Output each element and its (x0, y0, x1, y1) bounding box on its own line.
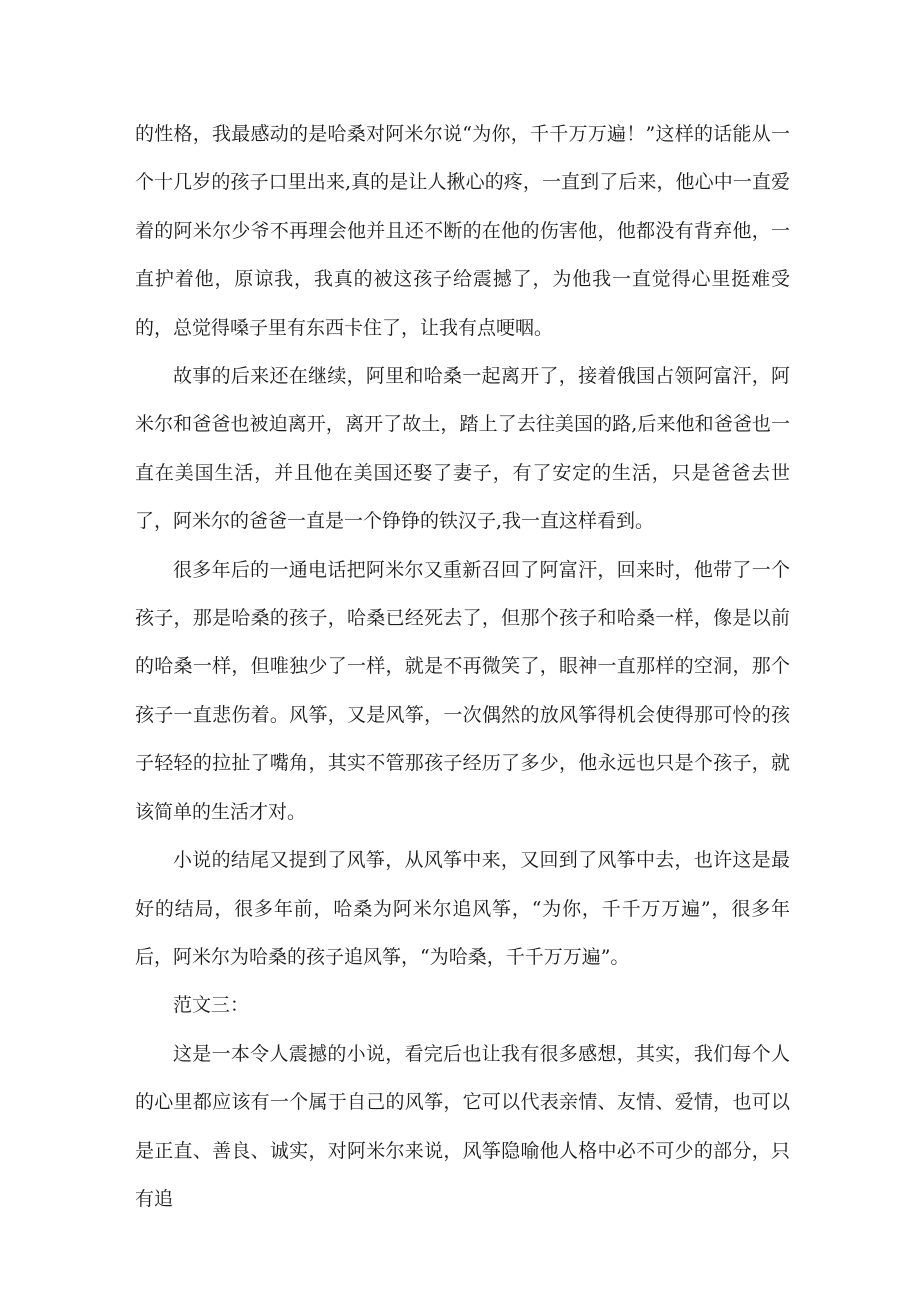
document-body (135, 110, 790, 1223)
paragraph-3: 很多年后的一通电话把阿米尔又重新召回了阿富汗，回来时，他带了一个孩子，那是哈桑的孩子，哈桑已经死去了，但那个孩子和哈桑一样，像是以前的哈桑一样，但唯独少了一样，就是不再微笑了，眼神一直那样的空洞，那个孩子一直悲伤着。风筝，又是风筝，一次偶然的放风筝得机会使得那可怜的孩子轻轻的拉扯了嘴角，其实不管那孩子经历了多少，他永远也只是个孩子，就该简单的生活才对。 (135, 558, 790, 823)
paragraph-2: 故事的后来还在继续，阿里和哈桑一起离开了，接着俄国占领阿富汗，阿米尔和爸爸也被迫离开，离开了故土，踏上了去往美国的路,后来他和爸爸也一直在美国生活，并且他在美国还娶了妻子，有了安定的生活，只是爸爸去世了，阿米尔的爸爸一直是一个铮铮的铁汉子,我一直这样看到。 (135, 365, 790, 533)
section-heading-fanwen-3: 范文三： (173, 994, 250, 1017)
paragraph-4: 小说的结尾又提到了风筝，从风筝中来，又回到了风筝中去，也许这是最好的结局，很多年前，哈桑为阿米尔追风筝，“为你，千千万万遍”，很多年后，阿米尔为哈桑的孩子追风筝，“为哈桑，千千万万遍”。 (135, 849, 790, 968)
paragraph-1: 的性格，我最感动的是哈桑对阿米尔说“为你，千千万万遍！”这样的话能从一个十几岁的孩子口里出来,真的是让人揪心的疼，一直到了后来，他心中一直爱着的阿米尔少爷不再理会他并且还不断的在他的伤害他，他都没有背弃他，一直护着他，原谅我，我真的被这孩子给震撼了，为他我一直觉得心里挺难受的，总觉得嗓子里有东西卡住了，让我有点哽咽。 (135, 123, 790, 339)
paragraph-6: 这是一本令人震撼的小说，看完后也让我有很多感想，其实，我们每个人的心里都应该有一个属于自己的风筝，它可以代表亲情、友情、爱情，也可以是正直、善良、诚实，对阿米尔来说，风筝隐喻他人格中必不可少的部分，只有追 (135, 1042, 790, 1210)
